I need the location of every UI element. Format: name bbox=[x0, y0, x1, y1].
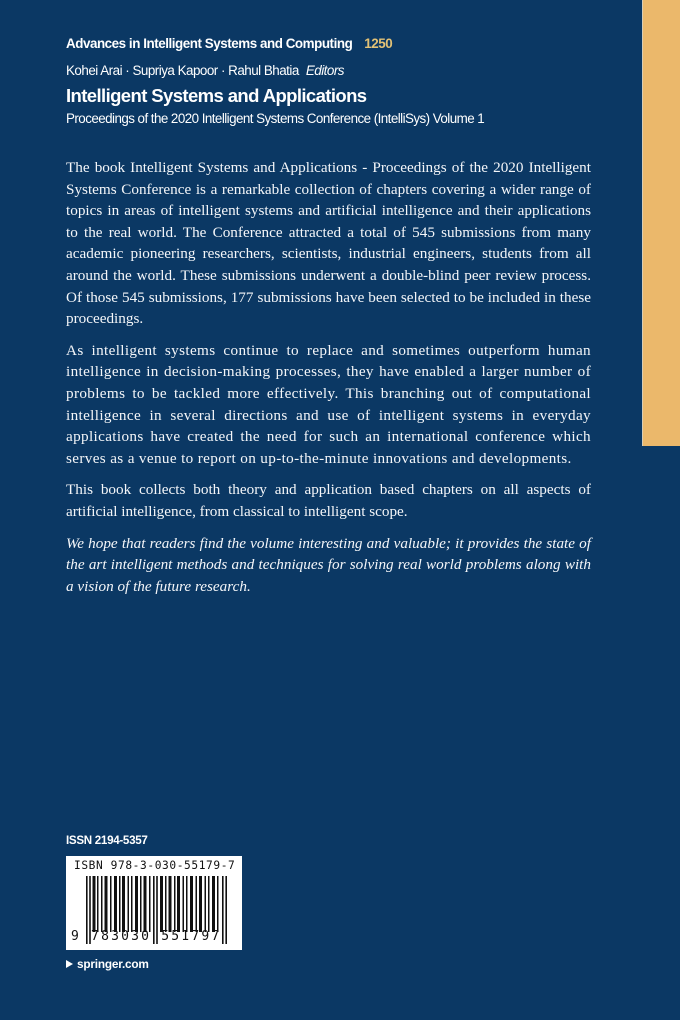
isbn-barcode bbox=[66, 856, 242, 950]
editors-role: Editors bbox=[305, 63, 345, 78]
book-subtitle: Proceedings of the 2020 Intelligent Systems Conference (IntelliSys) Volume 1 bbox=[66, 111, 485, 126]
website-label: springer.com bbox=[77, 957, 149, 971]
editors-line bbox=[66, 63, 344, 78]
series-line bbox=[66, 36, 392, 51]
series-name: Advances in Intelligent Systems and Computing bbox=[66, 36, 353, 51]
paragraph-2: As intelligent systems continue to replace and sometimes outperform human intelligence in decision-making processes, they have enabled a larger number of problems to be tackled more effectively. This branching out of computational intelligence in several directions and use of intelligent systems in everyday applications have created the need for such an international conference which serves as a venue to report on up-to-the-minute innovations and developments. bbox=[66, 341, 591, 467]
isbn-label: ISBN 978-3-030-55179-7 bbox=[74, 859, 236, 872]
triangle-right-icon bbox=[66, 960, 73, 968]
paragraph-4: We hope that readers find the volume interesting and valuable; it provides the state of the art intelligent methods and techniques for solving real world problems along with a vision of the future research. bbox=[66, 534, 591, 595]
paragraph-3: This book collects both theory and application based chapters on all aspects of artificial intelligence, from classical to intelligent scope. bbox=[66, 481, 591, 520]
description-text bbox=[66, 157, 591, 607]
issn-label: ISSN 2194-5357 bbox=[66, 834, 148, 847]
barcode-digits: 9 783030 551797 bbox=[71, 929, 222, 944]
series-number: 1250 bbox=[364, 36, 393, 51]
paragraph-1: The book Intelligent Systems and Applications - Proceedings of the 2020 Intelligent Systems Conference is a remarkable collection of chapters covering a wider range of topics in areas of intelligent systems and artificial intelligence and their applications to the real world. The Conference attracted a total of 545 submissions from many academic pioneering researchers, scientists, industrial engineers, students from all around the world. These submissions underwent a double-blind peer review process. Of those 545 submissions, 177 submissions have been selected to be included in these proceedings. bbox=[66, 159, 591, 328]
accent-color-strip bbox=[642, 0, 680, 446]
editor-names: Kohei Arai · Supriya Kapoor · Rahul Bhatia bbox=[66, 63, 299, 78]
publisher-website[interactable] bbox=[66, 957, 149, 971]
book-title: Intelligent Systems and Applications bbox=[66, 85, 367, 106]
